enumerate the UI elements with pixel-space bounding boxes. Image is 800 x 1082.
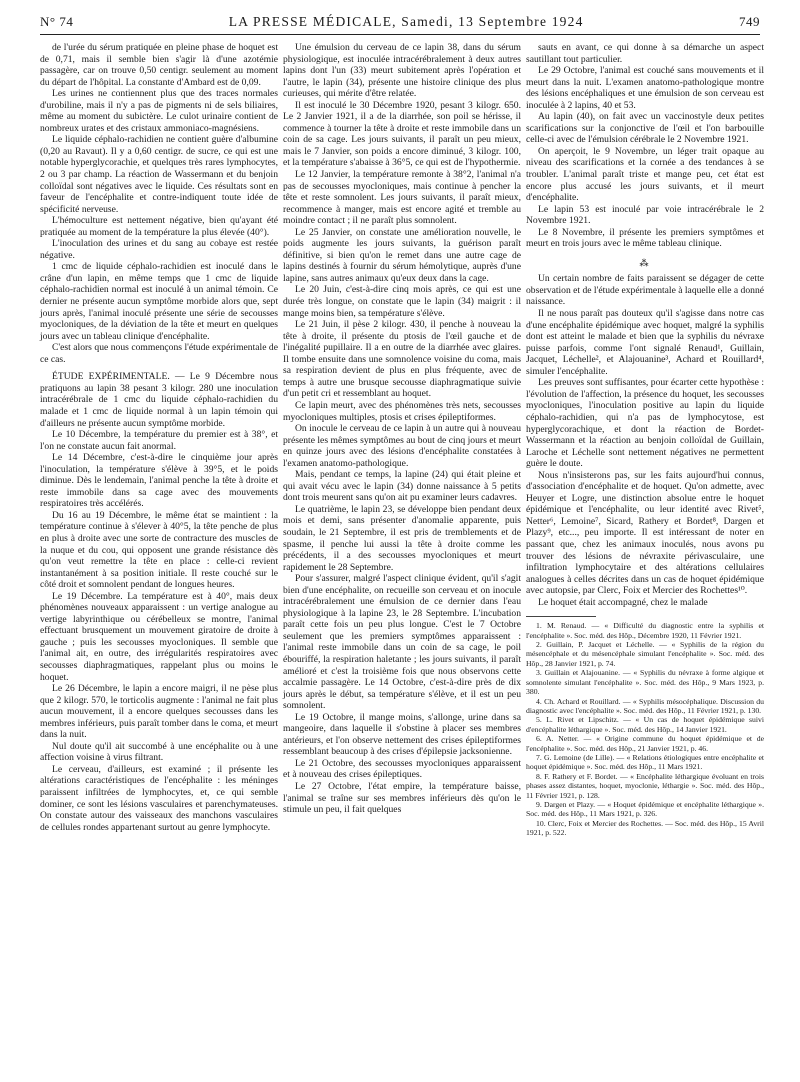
paragraph: Le 8 Novembre, il présente les premiers symptômes et meurt en trois jours avec le même tableau clinique. — [526, 226, 764, 250]
paragraph: Le 12 Janvier, la température remonte à 38°2, l'animal n'a pas de secousses myocloniques, mais continue à pencher la tête et reste somnolent. Les jours suivants, il paraît mieux, recommence à manger, mais est encore agité et tremble au moindre contact ; il ne paraît plus somnolent. — [283, 169, 521, 227]
page-header — [40, 14, 760, 34]
footnote: 7. G. Lemoine (de Lille). — « Relations étiologiques entre encéphalite et hoquet épidémique ». Soc. méd. des Hôp., 11 Mars 1921. — [526, 752, 764, 772]
paragraph: Mais, pendant ce temps, la lapine (24) qui était pleine et qui avait vécu avec le lapin (34) donne naissance à 5 petits dont trois meurent sans qu'on ait pu examiner leurs cadavres. — [283, 469, 521, 504]
paragraph: de l'urée du sérum pratiquée en pleine phase de hoquet est de 0,71, mais il semble bien s'agir là d'une azotémie passagère, car on trouve 0,50 centigr. seulement au moment du départ de l'hôpital. La constante d'Ambard est de 0,09. — [40, 42, 278, 88]
column-1 — [40, 42, 278, 833]
paragraph: On inocule le cerveau de ce lapin à un autre qui à nouveau présente les mêmes symptômes au bout de cinq jours et meurt en quinze jours avec des lésions d'encéphalite constatées à l'examen anatomo-pathologique. — [283, 423, 521, 469]
paragraph: Nous n'insisterons pas, sur les faits aujourd'hui connus, d'association d'encéphalite et de hoquet. Qu'on admette, avec Heuyer et Logre, une distinction absolue entre le hoquet épidémique et l'encéphalite, ou leur identité avec Rivet⁵, Netter⁶, Lemoine⁷, Sicard, Rathery et Bordet⁸, Dargen et Plazy⁹, etc..., peu importe. Il est intéressant de noter en passant que, chez les animaux inoculés, nous avons pu trouver des lésions de névraxite périvasculaire, une infiltration lymphocytaire et des altérations cellulaires analogues à celles décrites dans un cas de hoquet épidémique avec autopsie, par Clerc, Foix et Mercier des Rochettes¹⁰. — [526, 469, 764, 597]
paragraph: Il est inoculé le 30 Décembre 1920, pesant 3 kilogr. 650. Le 2 Janvier 1921, il a de la diarrhée, son poil se hérisse, il commence à tourner la tête à droite et reste immobile dans un coin de sa cage. Les jours suivants, il paraît un peu mieux, mais le 7 Janvier, son poids a encore diminué, 3 kilogr. 100, et la température s'abaisse à 36°5, ce qui est de l'hypothermie. — [283, 99, 521, 169]
paragraph: L'hémoculture est nettement négative, bien qu'ayant été pratiquée au moment de la température la plus élevée (40°). — [40, 215, 278, 238]
paragraph: Le 10 Décembre, la température du premier est à 38°, et l'on ne constate aucun fait anormal. — [40, 429, 278, 452]
paragraph: Le 25 Janvier, on constate une amélioration nouvelle, le poids augmente les jours suivants, la guérison paraît définitive, si bien qu'on le remet dans une autre cage de lapins destinés à fournir du sérum hémolytique, auprès d'une lapine, sans autres animaux qu'eux deux dans la cage. — [283, 226, 521, 284]
footnote: 3. Guillain et Alajouanine. — « Syphilis du névraxe à forme algique et somnolente simulant l'encéphalite ». Soc. méd. des Hôp., 9 Mars 1923, p. 380. — [526, 668, 764, 697]
journal-title: LA PRESSE MÉDICALE, Samedi, 13 Septembre 1924 — [228, 14, 584, 29]
footnote: 8. F. Rathery et F. Bordet. — « Encéphalite léthargique évoluant en trois phases assez distantes, hoquet, myoclonie, léthargie ». Soc. méd. des Hôp., 11 Février 1921, p. 128. — [526, 771, 764, 800]
paragraph: Au lapin (40), on fait avec un vaccinostyle deux petites scarifications sur la conjonctive de l'œil et l'on barbouille celle-ci avec de l'émulsion cérébrale le 2 Novembre 1921. — [526, 111, 764, 146]
page-number: 749 — [739, 14, 760, 29]
issue-number: N° 74 — [40, 14, 74, 29]
footnote-rule — [526, 616, 596, 617]
footnote: 10. Clerc, Foix et Mercier des Rochettes. — Soc. méd. des Hôp., 15 Avril 1921, p. 522. — [526, 818, 764, 838]
paragraph: Le lapin 53 est inoculé par voie intracérébrale le 2 Novembre 1921. — [526, 203, 764, 227]
footnote: 4. Ch. Achard et Rouillard. — « Syphilis mésocéphalique. Discussion du diagnostic avec l'encéphalite ». Soc. méd. des Hôp., 11 Février 1921, p. 130. — [526, 696, 764, 715]
header-rule — [40, 34, 760, 35]
paragraph: Le hoquet était accompagné, chez le malade — [538, 596, 708, 608]
footnote: 2. Guillain, P. Jacquet et Léchelle. — « Syphilis de la région du mésencéphale et du mésencéphale simulant l'encéphalite ». Soc. méd. des Hôp., 28 Janvier 1921, p. 74. — [526, 640, 764, 668]
paragraph: Le 21 Juin, il pèse 2 kilogr. 430, il penche à nouveau la tête à droite, il présente du ptosis de l'œil gauche et de l'inégalité pupillaire. Il a en outre de la diarrhée avec glaires. Il tombe ensuite dans une somnolence voisine du coma, mais sa respiration devient de plus en plus fréquente, avec de temps à autre une brusque secousse diaphragmatique suivie d'un petit cri et ressemblant au hoquet. — [283, 319, 521, 400]
paragraph: Nul doute qu'il ait succombé à une encéphalite ou à une affection voisine à virus filtrant. — [40, 740, 278, 764]
paragraph: Ce lapin meurt, avec des phénomènes très nets, secousses myocloniques multiples, ptosis et crises épileptiformes. — [283, 399, 521, 423]
paragraph: Les urines ne contiennent plus que des traces normales d'urobiline, mais il n'y a pas de pigments ni de sels biliaires, même au moment du subictère. Le culot urinaire contient de nombreux urates et des cristaux ammoniaco-magnésiens. — [40, 88, 278, 134]
paragraph: L'inoculation des urines et du sang au cobaye est restée négative. — [40, 238, 278, 261]
paragraph: Pour s'assurer, malgré l'aspect clinique évident, qu'il s'agit bien d'une encéphalite, on recueille son cerveau et on inocule intracérébralement une émulsion de ce dernier dans l'eau physiologique à la lapine 23, le 28 Septembre. L'incubation paraît cette fois un peu plus longue. C'est le 7 Octobre seulement que les premiers symptômes apparaissent : l'animal reste immobile dans un coin de sa cage, le poil ébouriffé, la respiration haletante ; les jours suivants, il paraît amélioré et c'est la troisième fois que nous observons cette accalmie passagère. Le 14 Octobre, c'est-à-dire près de dix jours après le début, sa température s'élève, et il est un peu somnolent. — [283, 573, 521, 712]
column-2 — [283, 42, 521, 816]
paragraph: Le 19 Décembre. La température est à 40°, mais deux phénomènes nouveaux apparaissent : un vertige analogue au vertige labyrinthique ou cérébelleux se montre, l'animal effectuant brusquement un mouvement giratoire de droite à gauche ; puis les secousses myocloniques. Il semble que l'animal ait, en outre, des irrégularités respiratoires avec secousses diaphragmatiques, rappelant plus ou moins le hoquet. — [40, 590, 278, 683]
paragraph: Le liquide céphalo-rachidien ne contient guère d'albumine (0,20 au Ravaut). Il y a 0,60 centigr. de sucre, ce qui est une notable hyperglycorachie, et quelques très rares lymphocytes, 2 ou 3 par champ. La réaction de Wassermann et du benjoin colloïdal sont négatives avec le liquide. Ces résultats sont en faveur de l'encéphalite et contre-indiquent toute idée de spécificité nerveuse. — [40, 134, 278, 215]
paragraph: Le 26 Décembre, le lapin a encore maigri, il ne pèse plus que 2 kilogr. 570, le torticolis augmente : l'animal ne fait plus aucun mouvement, il a encore quelques secousses dans les membres inférieurs, puis paraît tomber dans le coma, et meurt dans la nuit. — [40, 683, 278, 741]
section-separator: ⁂ — [639, 257, 651, 268]
footnote: 9. Dargen et Plazy. — « Hoquet épidémique et encéphalite léthargique ». Soc. méd. des Hôp., 11 Mars 1921, p. 326. — [526, 799, 764, 819]
paragraph: Les preuves sont suffisantes, pour écarter cette hypothèse : l'évolution de l'affection, la présence du hoquet, les secousses myocloniques, l'inoculation positive au lapin du liquide céphalo-rachidien, qui n'a pas de lymphocytose, est hyperglycorachique, et dont la réaction de Bordet-Wassermann et la réaction au benjoin colloïdal de Guillain, Laroche et Léchelle sont nettement négatives ne permettent guère le doute. — [526, 377, 764, 470]
paragraph: Le 19 Octobre, il mange moins, s'allonge, urine dans sa mangeoire, dans laquelle il s'obstine à placer ses membres antérieurs, et l'on observe nettement des crises épileptiformes ressemblant beaucoup à des crises d'épilepsie jacksonienne. — [283, 711, 521, 758]
paragraph: Un certain nombre de faits paraissent se dégager de cette observation et de l'étude expérimentale à laquelle elle a donné naissance. — [526, 273, 765, 308]
footnote: 1. M. Renaud. — « Difficulté du diagnostic entre la syphilis et l'encéphalite ». Soc. méd. des Hôp., Décembre 1920, 11 Février 1921. — [526, 621, 764, 640]
column-3 — [526, 42, 764, 838]
paragraph: sauts en avant, ce qui donne à sa démarche un aspect sautillant tout particulier. — [526, 42, 764, 65]
paragraph: Le 21 Octobre, des secousses myocloniques apparaissent et à nouveau des crises épileptiques. — [283, 757, 521, 781]
paragraph: C'est alors que nous commençons l'étude expérimentale de ce cas. — [40, 342, 278, 365]
paragraph: Le 20 Juin, c'est-à-dire cinq mois après, ce qui est une durée très longue, on constate que le lapin (34) maigrit : il mange moins bien, sa température s'élève. — [283, 284, 521, 319]
paragraph: Le 14 Décembre, c'est-à-dire le cinquième jour après l'inoculation, la température s'élève à 39°5, et le poids diminue. Dès le lendemain, l'animal penche la tête à droite et reste immobile dans sa cage avec des mouvements respiratoires très accélérés. — [40, 452, 278, 510]
paragraph: On aperçoit, le 9 Novembre, un léger trait opaque au niveau des scarifications et la cornée a des tendances à se troubler. L'animal paraît triste et mange peu, cet état est encore plus accusé les jours suivants, et il meurt d'encéphalite. — [526, 145, 764, 204]
paragraph: Il ne nous paraît pas douteux qu'il s'agisse dans notre cas d'une encéphalite épidémique avec hoquet, malgré la syphilis dont est atteint le malade et bien que la syphilis du névraxe puisse parfois, comme l'ont signalé Renaud¹, Guillain, Jacquet, Léchelle², et Alajouanine³, Achard et Rouillard⁴, simuler l'encéphalite. — [526, 308, 764, 377]
paragraph: 1 cmc de liquide céphalo-rachidien est inoculé dans le crâne d'un lapin, en même temps que 1 cmc de liquide céphalo-rachidien normal est inoculé à un animal témoin. Ce dernier ne présente aucun symptôme morbide alors que, sept jours après, l'animal inoculé présente une série de secousses myocloniques, de la déviation de la tête et meurt en quelques jours avec un tableau clinique d'encéphalite. — [40, 261, 278, 342]
paragraph: Du 16 au 19 Décembre, le même état se maintient : la température continue à s'élever à 40°5, la tête penche de plus en plus à droite avec une sorte de contracture des muscles de la nuque et du cou, qui opposent une grande résistance dès qu'on veut remettre la tête en place : celle-ci revient instantanément à sa position initiale. Il reste couché sur le côté droit et somnolent pendant de longues heures. — [40, 509, 278, 591]
paragraph: Le 27 Octobre, l'état empire, la température baisse, l'animal se traîne sur ses membres inférieurs dès qu'on le stimule un peu, il fait quelques — [283, 781, 521, 816]
paragraph: Le cerveau, d'ailleurs, est examiné ; il présente les altérations caractéristiques de l'encéphalite : les méninges paraissent infiltrées de lymphocytes, et, ce qui semble dominer, ce sont les lésions vasculaires et parenchymateuses. On constate autour des vaisseaux des manchons vasculaires de cellules rondes appartenant surtout au genre lymphocyte. — [40, 763, 278, 833]
paragraph: Une émulsion du cerveau de ce lapin 38, dans du sérum physiologique, est inoculée intracérébralement à deux autres lapins dont l'un (33) meurt subitement après l'opération et l'autre, le lapin (34), présente une histoire clinique des plus curieuses, qui mérite d'être relatée. — [283, 42, 521, 100]
paragraph: Le 29 Octobre, l'animal est couché sans mouvements et il meurt dans la nuit. L'examen anatomo-pathologique montre des lésions encéphaliques et une émulsion de son cerveau est inoculée à 2 lapins, 40 et 53. — [526, 65, 764, 111]
footnote: 6. A. Netter. — « Origine commune du hoquet épidémique et de l'encéphalite ». Soc. méd. des Hôp., 21 Janvier 1921, p. 46. — [526, 734, 764, 753]
paragraph: ÉTUDE EXPÉRIMENTALE. — Le 9 Décembre nous pratiquons au lapin 38 pesant 3 kilogr. 280 une inoculation intracérébrale de 1 cmc du liquide céphalo-rachidien du malade et 1 cmc de liquide normal à un lapin témoin qui d'ailleurs ne présente aucun symptôme morbide. — [40, 371, 278, 429]
footnotes — [526, 621, 764, 837]
paragraph: Le quatrième, le lapin 23, se développe bien pendant deux mois et demi, sans présenter d'anomalie apparente, puis soudain, le 21 Septembre, il est pris de tremblements et de spasme, il penche lui aussi la tête à droite comme les précédents, il a des secousses myocloniques et meurt rapidement le 28 Septembre. — [283, 503, 521, 573]
footnote: 5. L. Rivet et Lipschitz. — « Un cas de hoquet épidémique suivi d'encéphalite léthargique ». Soc. méd. des Hôp., 14 Janvier 1921. — [526, 715, 764, 734]
